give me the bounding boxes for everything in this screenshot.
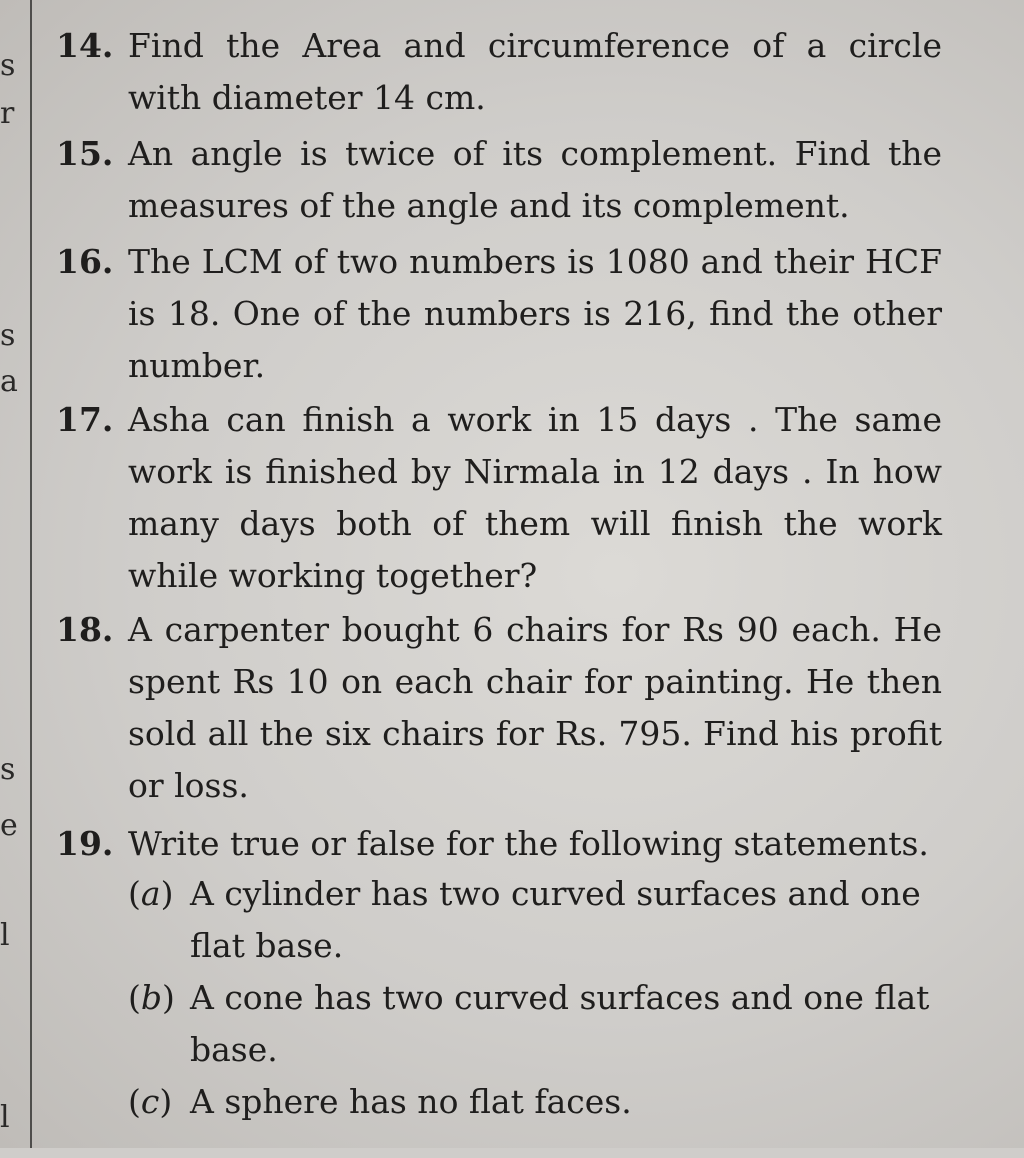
question-number: 15. [56, 134, 114, 173]
question-text: Asha can finish a work in 15 days . The same work is finished by Nirmala in 12 days . In how many days both of them will finish the work while working together? [128, 400, 942, 595]
sub-item-b [128, 972, 946, 1076]
margin-char: s [0, 318, 16, 353]
margin-char: e [0, 808, 18, 843]
column-divider [30, 0, 32, 1148]
sub-item-text: A cone has two curved surfaces and one flat base. [190, 978, 930, 1069]
question-15 [56, 128, 946, 232]
question-number: 14. [56, 26, 114, 65]
margin-char: r [0, 96, 15, 131]
question-17 [56, 394, 946, 602]
question-text: The LCM of two numbers is 1080 and their HCF is 18. One of the numbers is 216, find the other number. [128, 242, 942, 385]
margin-char: a [0, 364, 18, 399]
margin-char: l [0, 918, 10, 953]
sub-item-text: A cylinder has two curved surfaces and one flat base. [190, 874, 921, 965]
sub-item-label: (b) [128, 978, 175, 1017]
sub-item-label: (a) [128, 874, 174, 913]
cut-off-bottom-line [120, 1128, 980, 1158]
margin-char: s [0, 752, 16, 787]
question-number: 19. [56, 824, 114, 863]
question-18 [56, 604, 946, 812]
sub-item-label: (c) [128, 1082, 173, 1121]
question-16 [56, 236, 946, 392]
sub-item-text: A sphere has no flat faces. [190, 1082, 632, 1121]
question-number: 18. [56, 610, 114, 649]
question-19 [56, 818, 946, 870]
question-text: Write true or false for the following statements. [128, 824, 929, 863]
question-text: A carpenter bought 6 chairs for Rs 90 each. He spent Rs 10 on each chair for painting. He then sold all the six chairs for Rs. 795. Find his profit or loss. [128, 610, 942, 805]
question-14 [56, 20, 946, 124]
margin-char: s [0, 48, 16, 83]
question-number: 16. [56, 242, 114, 281]
sub-item-c [128, 1076, 946, 1128]
question-text: Find the Area and circumference of a circle with diameter 14 cm. [128, 26, 942, 117]
question-text: An angle is twice of its complement. Find the measures of the angle and its complement. [128, 134, 942, 225]
margin-char: l [0, 1100, 10, 1135]
question-number: 17. [56, 400, 114, 439]
sub-item-a [128, 868, 946, 972]
